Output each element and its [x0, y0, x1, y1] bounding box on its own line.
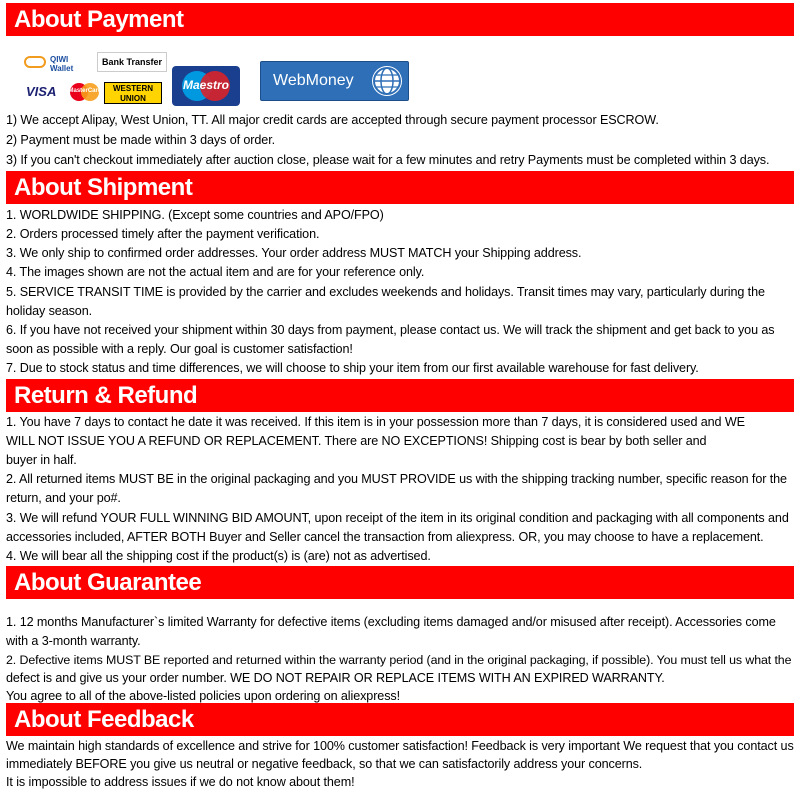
- qiwi-wallet-logo: [22, 50, 90, 78]
- shipment-line: 1. WORLDWIDE SHIPPING. (Except some countries and APO/FPO): [6, 208, 384, 222]
- refund-banner: Return & Refund: [6, 379, 794, 412]
- refund-line: 1. You have 7 days to contact he date it was received. If this item is in your possession more than 7 days, it is considered used and WE: [6, 415, 745, 429]
- feedback-banner: About Feedback: [6, 703, 794, 736]
- shipment-line: 7. Due to stock status and time differences, we will choose to ship your item from our first available warehouse for fast delivery.: [6, 361, 699, 375]
- guarantee-banner: About Guarantee: [6, 566, 794, 599]
- webmoney-logo-text: WebMoney: [273, 72, 354, 89]
- bank-transfer-logo: Bank Transfer: [97, 52, 167, 72]
- payment-line: 3) If you can't checkout immediately after auction close, please wait for a few minutes and retry Payments must be completed within 3 days.: [6, 153, 770, 167]
- shipment-line: soon as possible with a reply. Our goal is customer satisfaction!: [6, 342, 353, 356]
- payment-banner: About Payment: [6, 3, 794, 36]
- globe-icon: [372, 66, 402, 96]
- guarantee-line: 1. 12 months Manufacturer`s limited Warranty for defective items (excluding items damaged and/or misused after receipt). Accessories come: [6, 615, 776, 629]
- guarantee-line: 2. Defective items MUST BE reported and returned within the warranty period (and in the original packaging, if possible). You must tell us what the: [6, 653, 792, 667]
- shipment-line: 2. Orders processed timely after the payment verification.: [6, 227, 320, 241]
- refund-line: accessories included, AFTER BOTH Buyer and Seller cancel the transaction from aliexpress. OR, you may choose to have a replacement.: [6, 530, 764, 544]
- feedback-line: We maintain high standards of excellence and strive for 100% customer satisfaction! Feedback is very important We request that you contact us: [6, 739, 794, 753]
- guarantee-line: with a 3-month warranty.: [6, 634, 141, 648]
- mastercard-logo: [68, 82, 102, 102]
- refund-line: WILL NOT ISSUE YOU A REFUND OR REPLACEMENT. There are NO EXCEPTIONS! Shipping cost is bear by both seller and: [6, 434, 707, 448]
- shipment-line: 3. We only ship to confirmed order addresses. Your order address MUST MATCH your Shipping address.: [6, 246, 582, 260]
- refund-line: 2. All returned items MUST BE in the original packaging and you MUST PROVIDE us with the shipping tracking number, specific reason for the: [6, 472, 787, 486]
- guarantee-line: You agree to all of the above-listed policies upon ordering on aliexpress!: [6, 689, 400, 703]
- maestro-logo: [172, 66, 240, 106]
- qiwi-logo-text: QIWI Wallet: [50, 55, 74, 73]
- visa-logo: VISA: [26, 84, 57, 99]
- feedback-line: immediately BEFORE you give us neutral or negative feedback, so that we can satisfactorily address your concerns.: [6, 757, 643, 771]
- maestro-logo-text: Maestro: [182, 78, 229, 92]
- guarantee-line: defect is and give us your order number. WE DO NOT REPAIR OR REPLACE ITEMS WITH AN EXPIRED WARRANTY.: [6, 671, 665, 685]
- shipment-line: holiday season.: [6, 304, 93, 318]
- shipment-line: 6. If you have not received your shipment within 30 days from payment, please contact us. We will track the shipment and get back to you as: [6, 323, 775, 337]
- refund-line: 4. We will bear all the shipping cost if the product(s) is (are) not as advertised.: [6, 549, 431, 563]
- shipment-line: 4. The images shown are not the actual item and are for your reference only.: [6, 265, 425, 279]
- western-union-logo: WESTERN UNION: [104, 82, 162, 104]
- refund-line: 3. We will refund YOUR FULL WINNING BID AMOUNT, upon receipt of the item in its original condition and packaging with all components and: [6, 511, 789, 525]
- webmoney-logo: [260, 61, 409, 101]
- payment-logos: [0, 44, 800, 110]
- refund-line: buyer in half.: [6, 453, 77, 467]
- payment-line: 1) We accept Alipay, West Union, TT. All major credit cards are accepted through secure payment processor ESCROW.: [6, 113, 659, 127]
- shipment-banner: About Shipment: [6, 171, 794, 204]
- refund-line: return, and your po#.: [6, 491, 121, 505]
- shipment-line: 5. SERVICE TRANSIT TIME is provided by the carrier and excludes weekends and holidays. Transit times may vary, particularly during the: [6, 285, 765, 299]
- payment-line: 2) Payment must be made within 3 days of order.: [6, 133, 275, 147]
- feedback-line: It is impossible to address issues if we do not know about them!: [6, 775, 355, 789]
- mastercard-logo-text: MasterCard: [68, 88, 102, 94]
